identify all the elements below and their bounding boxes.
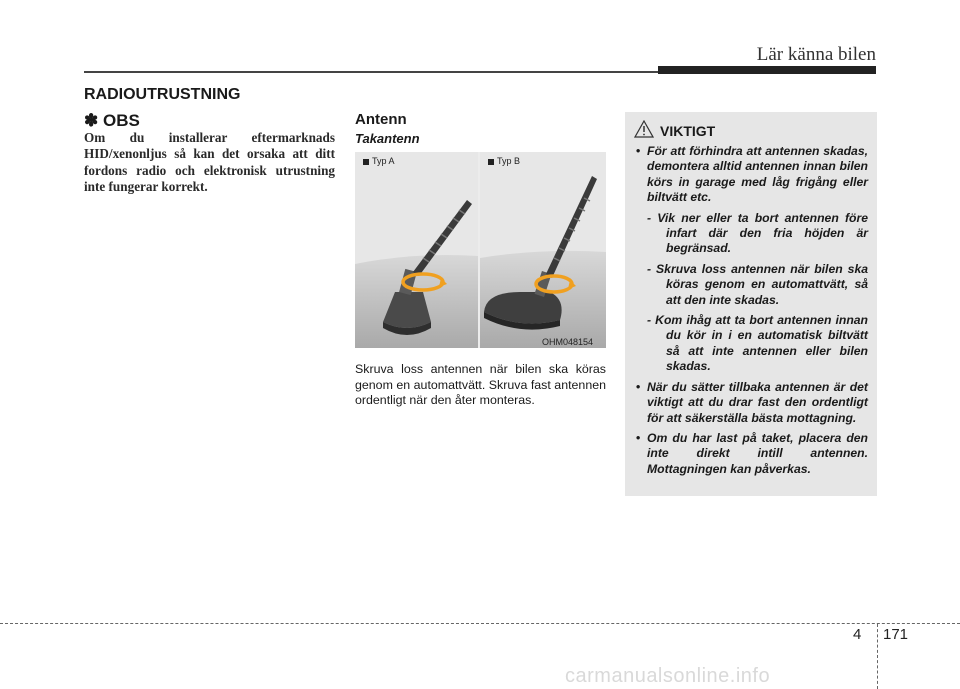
antenna-body-text: Skruva loss antennen när bilen ska köras genom en automattvätt. Skruva fast antennen ordentligt när den åter monteras. [355,362,606,408]
obs-title: ✽ OBS [84,111,140,130]
warning-item: • När du sätter tillbaka antennen är det viktigt att du drar fast den ordentligt för att säkerställa bästa mottagning. [636,379,868,425]
warning-item: • För att förhindra att antennen skadas, demontera alltid antennen innan bilen körs in garage med låg frigång eller biltvätt etc. [636,144,868,205]
antenna-type-a-illustration [355,152,478,348]
footer-vertical-divider [877,624,878,689]
section-title: RADIOUTRUSTNING [84,86,241,103]
warning-subitem: - Skruva loss antennen när bilen ska köras genom en automattvätt, så att den inte skadas. [647,261,868,307]
antenna-type-b-illustration [480,152,606,348]
warning-title: VIKTIGT [660,123,716,139]
figure-panel-type-b [480,152,606,348]
figure-panel-type-a [355,152,478,348]
figure-code: OHM048154 [542,337,594,347]
footer-divider [0,623,960,624]
chapter-number: 4 [853,626,862,643]
header-rule [84,71,674,73]
warning-item: • Om du har last på taket, placera den inte direkt intill antennen. Mottagningen kan påverkas. [636,430,868,476]
page-number: 171 [883,626,909,643]
watermark: carmanualsonline.info [565,665,771,687]
warning-triangle-icon [634,120,654,138]
warning-subitem: - Kom ihåg att ta bort antennen innan du kör in i en automatisk biltvätt så att inte antennen eller bilen skadas. [647,313,868,374]
antenna-heading: Antenn [355,111,407,128]
obs-text: Om du installerar eftermarknads HID/xenonljus så kan det orsaka att ditt fordons radio och elektronisk utrustning inte fungerar korrekt. [84,130,335,195]
antenna-subheading: Takantenn [355,131,420,146]
warning-list [630,144,868,482]
header-rule-thick [658,66,876,74]
antenna-figure [355,152,606,348]
chapter-title: Lär känna bilen [756,44,876,65]
warning-subitem: - Vik ner eller ta bort antennen före infart där den fria höjden är begränsad. [647,210,868,256]
figure-label-a: Typ A [363,156,395,166]
figure-label-b: Typ B [488,156,520,166]
